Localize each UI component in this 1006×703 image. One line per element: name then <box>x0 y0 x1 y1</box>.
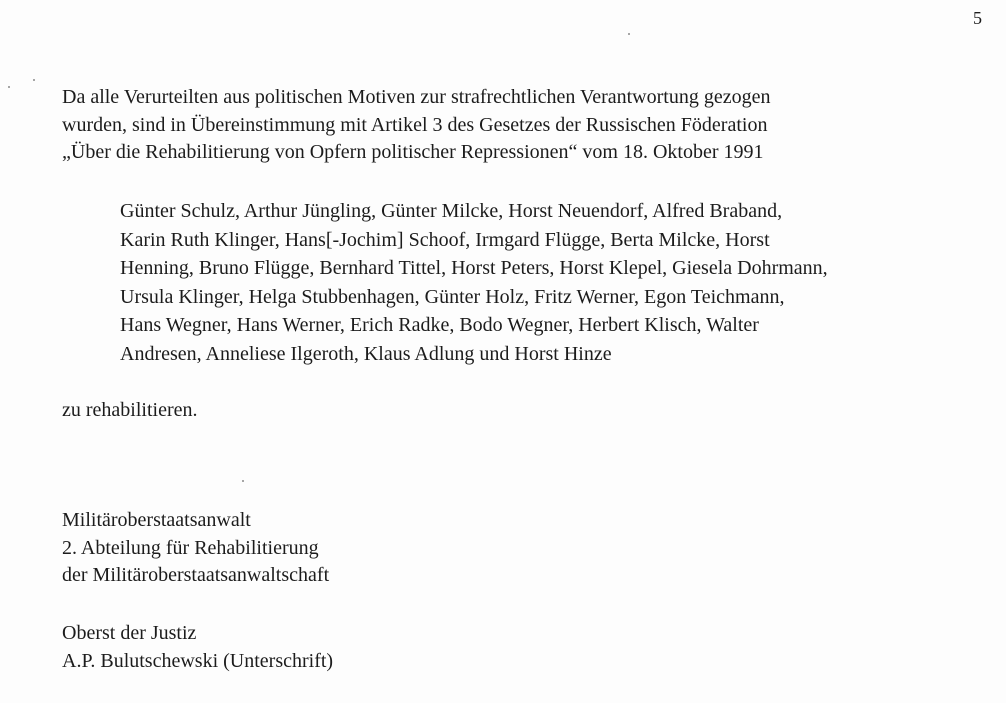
authority-line: der Militäroberstaatsanwaltschaft <box>62 564 330 586</box>
intro-line: „Über die Rehabilitierung von Opfern politischer Repressionen“ vom 18. Oktober 1991 <box>62 141 764 163</box>
names-line: Hans Wegner, Hans Werner, Erich Radke, Bodo Wegner, Herbert Klisch, Walter <box>120 314 759 336</box>
authority-line: Militäroberstaatsanwalt <box>62 509 251 531</box>
signature-line: Oberst der Justiz <box>62 622 197 644</box>
intro-line: Da alle Verurteilten aus politischen Motiven zur strafrechtlichen Verantwortung gezogen <box>62 86 771 108</box>
authority-block <box>62 507 982 590</box>
intro-line: wurden, sind in Übereinstimmung mit Artikel 3 des Gesetzes der Russischen Föderation <box>62 113 768 136</box>
signature-line: A.P. Bulutschewski (Unterschrift) <box>62 649 334 672</box>
closing-text: zu rehabilitieren. <box>62 399 198 421</box>
names-line: Henning, Bruno Flügge, Bernhard Tittel, Horst Peters, Horst Klepel, Giesela Dohrmann, <box>120 257 828 279</box>
names-list <box>120 197 1000 368</box>
page-number: 5 <box>973 8 982 28</box>
names-line: Karin Ruth Klinger, Hans[-Jochim] Schoof, Irmgard Flügge, Berta Milcke, Horst <box>120 228 770 251</box>
names-line: Ursula Klinger, Helga Stubbenhagen, Günter Holz, Fritz Werner, Egon Teichmann, <box>120 285 785 308</box>
authority-line: 2. Abteilung für Rehabilitierung <box>62 536 319 559</box>
scan-speck <box>8 86 10 88</box>
signature-block <box>62 620 982 675</box>
names-line: Günter Schulz, Arthur Jüngling, Günter Milcke, Horst Neuendorf, Alfred Braband, <box>120 200 783 222</box>
scan-speck <box>628 33 630 35</box>
intro-paragraph <box>62 84 982 167</box>
scan-speck <box>242 480 244 482</box>
scan-speck <box>33 79 35 81</box>
names-line: Andresen, Anneliese Ilgeroth, Klaus Adlung und Horst Hinze <box>120 342 612 365</box>
